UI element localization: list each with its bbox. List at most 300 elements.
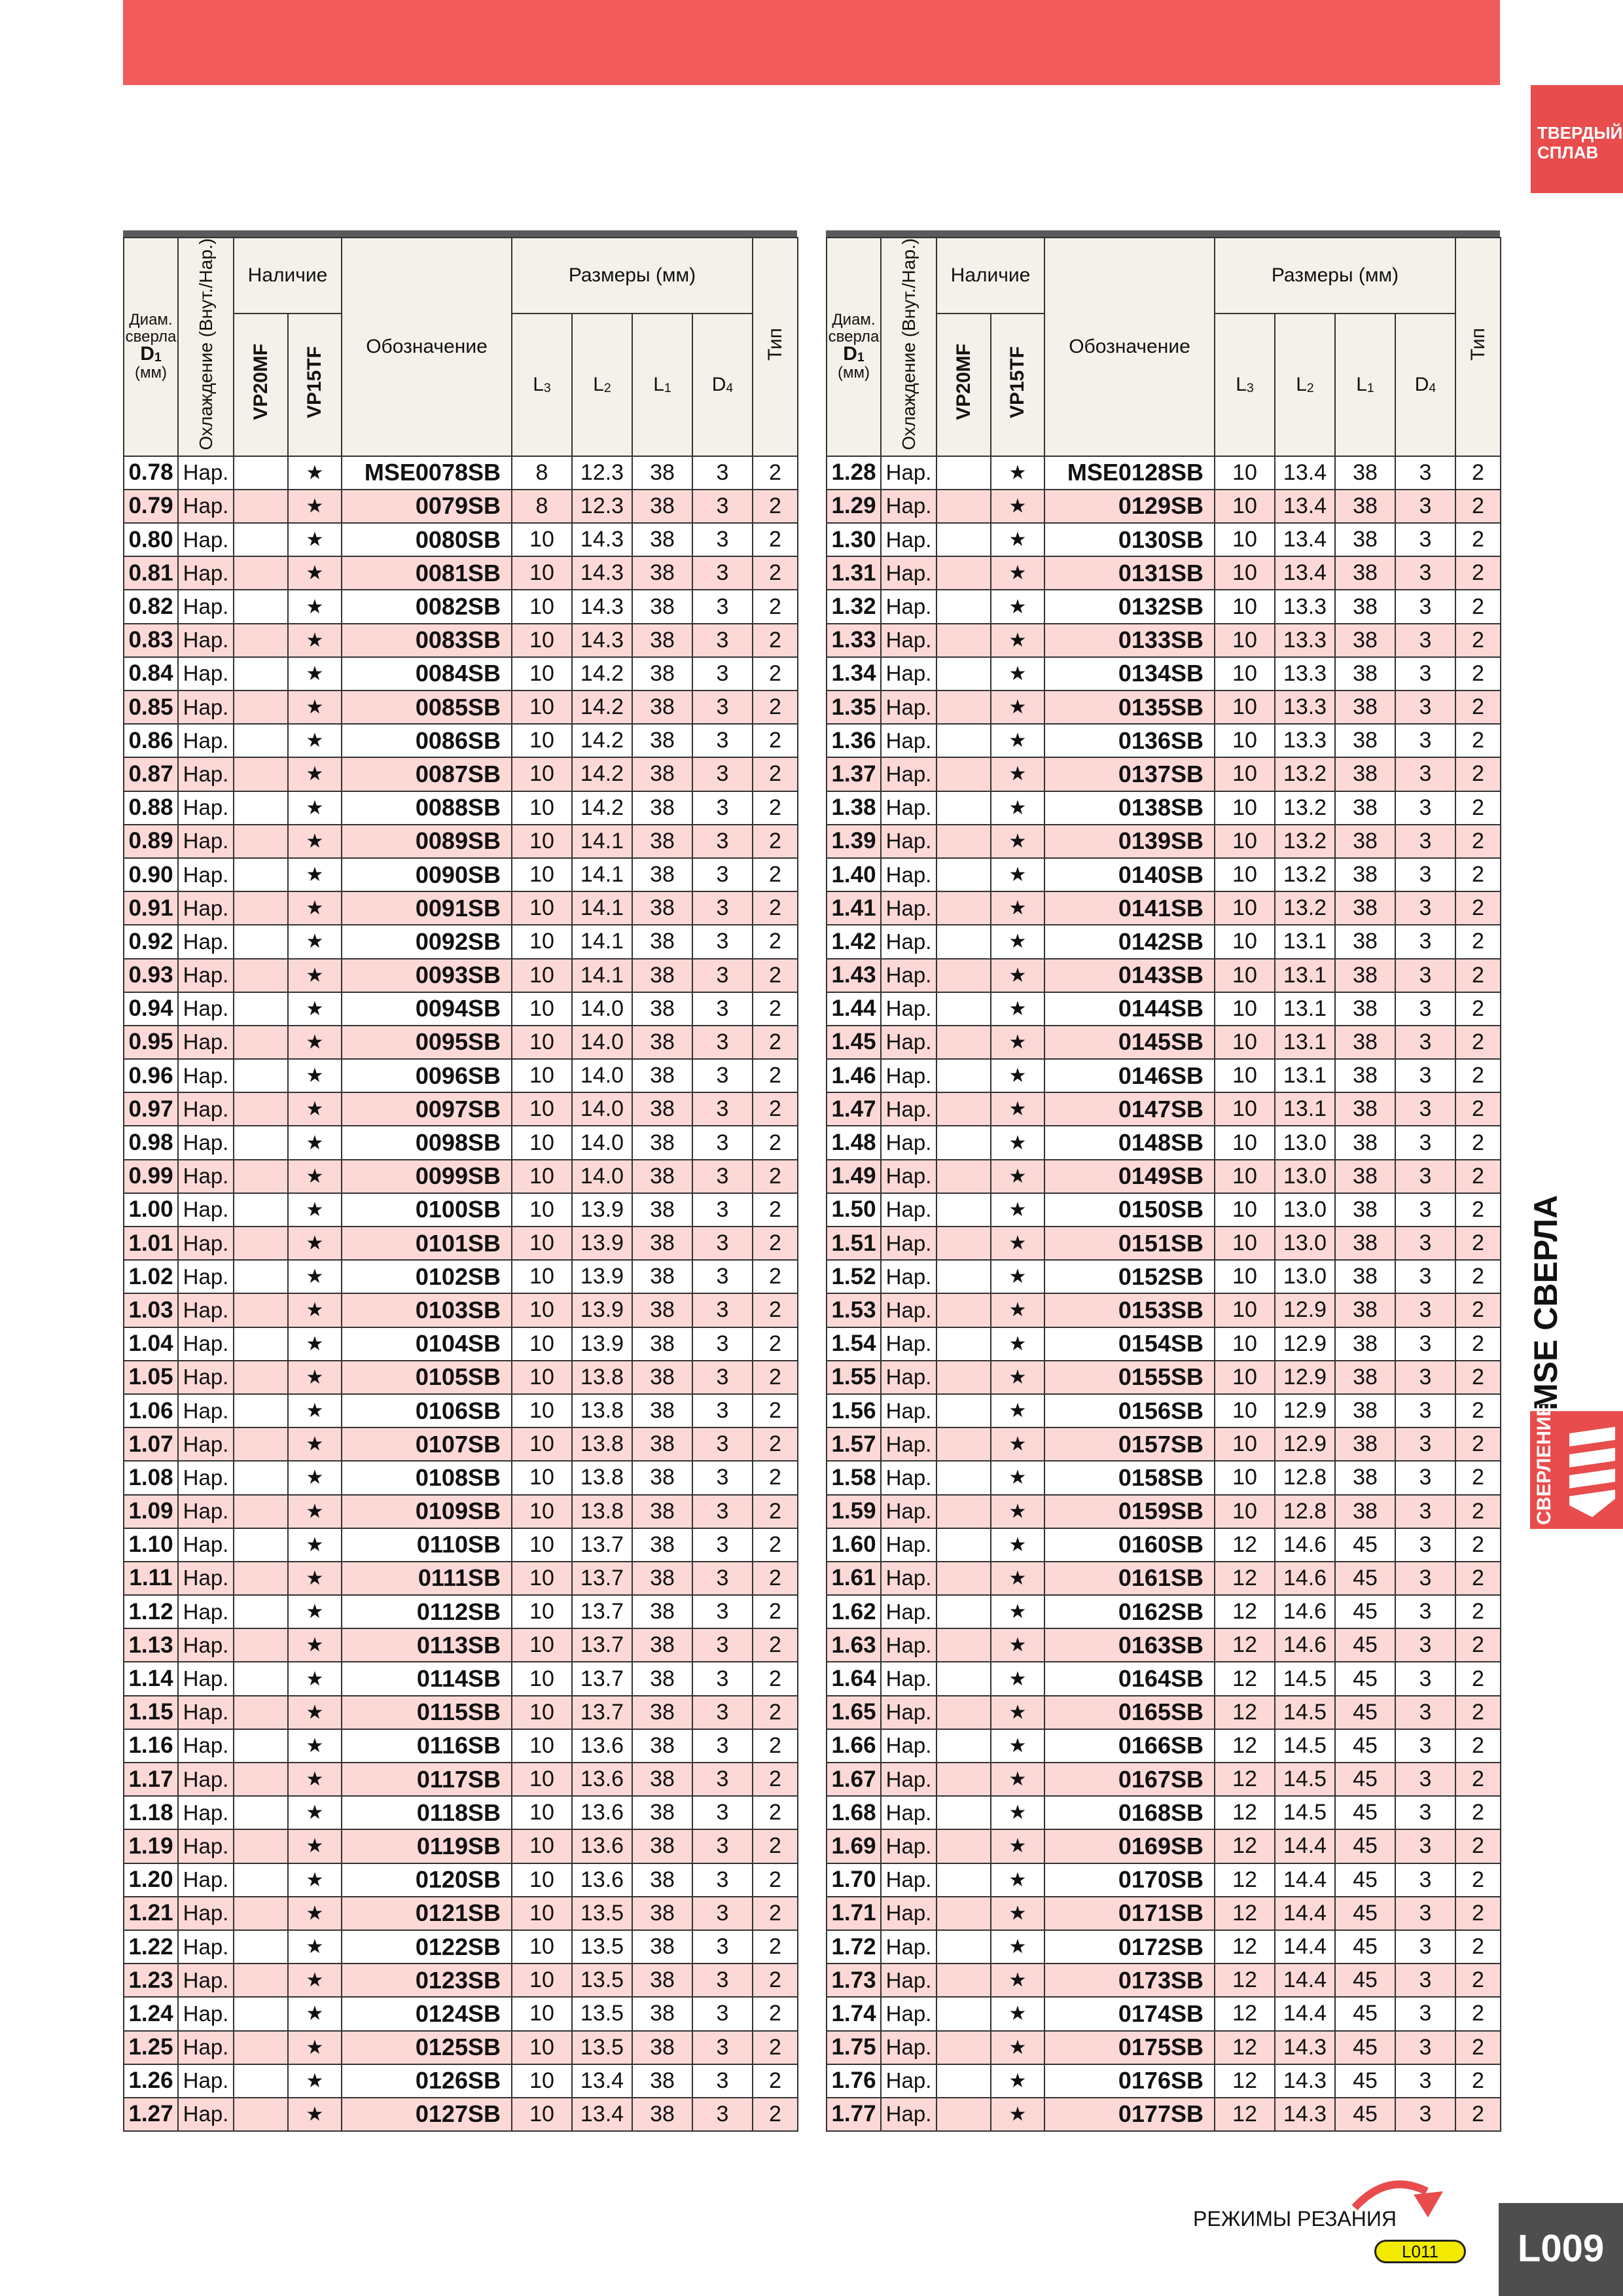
row-l2: 13.6 [572, 1796, 632, 1829]
row-l3: 10 [1215, 1227, 1275, 1260]
row-vp15tf: ★ [991, 1763, 1044, 1796]
row-l1: 38 [632, 1059, 692, 1092]
table-row [827, 1595, 1501, 1628]
row-type: 2 [753, 1528, 798, 1562]
row-designation: 0159SB [1044, 1495, 1215, 1528]
row-l1: 38 [1335, 825, 1395, 858]
row-vp20mf [936, 1528, 991, 1562]
row-l3: 10 [1215, 1327, 1275, 1361]
row-l1: 45 [1335, 1595, 1395, 1628]
row-cooling: Нар. [178, 724, 234, 757]
row-d1: 0.86 [124, 724, 178, 757]
row-l2: 14.3 [1275, 2098, 1335, 2131]
row-d1: 1.35 [827, 691, 881, 724]
row-l3: 10 [1215, 624, 1275, 657]
row-vp15tf: ★ [288, 1562, 342, 1595]
row-d4: 3 [1395, 925, 1455, 958]
row-vp20mf [234, 1427, 288, 1461]
row-l3: 10 [1215, 691, 1275, 724]
row-vp20mf [936, 1628, 991, 1662]
row-vp20mf [234, 1696, 288, 1729]
table-row [124, 1092, 798, 1126]
row-vp15tf: ★ [991, 1193, 1044, 1227]
row-d4: 3 [1395, 590, 1455, 623]
row-type: 2 [753, 791, 798, 825]
table-row [827, 724, 1501, 757]
row-d1: 1.12 [124, 1595, 178, 1628]
row-designation: 0123SB [342, 1964, 512, 1997]
row-l1: 38 [632, 1696, 692, 1729]
row-vp20mf [936, 959, 991, 992]
row-designation: 0176SB [1044, 2064, 1215, 2098]
row-vp20mf [936, 1394, 991, 1427]
row-vp20mf [936, 757, 991, 791]
row-vp15tf: ★ [288, 1964, 342, 1997]
row-l2: 13.4 [1275, 490, 1335, 523]
row-cooling: Нар. [881, 891, 936, 925]
row-vp15tf: ★ [288, 925, 342, 958]
row-cooling: Нар. [881, 1897, 936, 1930]
row-type: 2 [1455, 1863, 1501, 1897]
row-cooling: Нар. [881, 2064, 936, 2098]
row-cooling: Нар. [178, 1595, 234, 1628]
row-l1: 38 [1335, 456, 1395, 490]
row-vp15tf: ★ [991, 858, 1044, 891]
table-row [827, 1662, 1501, 1695]
row-d4: 3 [1395, 1260, 1455, 1293]
row-cooling: Нар. [178, 791, 234, 825]
table-row [124, 1193, 798, 1227]
row-vp15tf: ★ [991, 724, 1044, 757]
row-d4: 3 [692, 1394, 753, 1427]
row-d4: 3 [1395, 1193, 1455, 1227]
row-l1: 38 [632, 1930, 692, 1964]
row-designation: 0086SB [342, 724, 512, 757]
row-type: 2 [1455, 959, 1501, 992]
row-d4: 3 [692, 1126, 753, 1159]
row-type: 2 [753, 1763, 798, 1796]
row-l2: 14.6 [1275, 1528, 1335, 1562]
row-vp15tf: ★ [991, 1327, 1044, 1361]
row-l3: 10 [512, 1361, 572, 1394]
row-vp15tf: ★ [991, 1662, 1044, 1695]
row-l2: 14.6 [1275, 1595, 1335, 1628]
row-designation: 0119SB [342, 1829, 512, 1863]
row-d1: 1.73 [827, 1964, 881, 1997]
row-designation: 0109SB [342, 1495, 512, 1528]
row-l1: 45 [1335, 1829, 1395, 1863]
row-type: 2 [1455, 858, 1501, 891]
row-d4: 3 [692, 1696, 753, 1729]
row-vp15tf: ★ [288, 2031, 342, 2064]
row-l3: 10 [1215, 992, 1275, 1026]
row-d1: 1.47 [827, 1092, 881, 1126]
header-d4: $D_4$ [692, 314, 753, 456]
row-d1: 1.06 [124, 1394, 178, 1427]
row-l3: 10 [1215, 959, 1275, 992]
drilling-label: СВЕРЛЕНИЕ [1533, 1403, 1555, 1525]
row-type: 2 [1455, 1394, 1501, 1427]
table-row [827, 1997, 1501, 2030]
cutting-modes-ref-badge[interactable]: L011 [1374, 2240, 1466, 2263]
row-cooling: Нар. [881, 1092, 936, 1126]
row-vp15tf: ★ [991, 959, 1044, 992]
row-cooling: Нар. [881, 1863, 936, 1897]
row-vp20mf [936, 1160, 991, 1193]
row-l2: 14.0 [572, 1092, 632, 1126]
row-vp20mf [234, 891, 288, 925]
row-designation: 0120SB [342, 1863, 512, 1897]
row-l3: 10 [512, 1528, 572, 1562]
row-type: 2 [753, 657, 798, 691]
row-type: 2 [753, 858, 798, 891]
row-l1: 45 [1335, 1897, 1395, 1930]
row-l2: 14.5 [1275, 1662, 1335, 1695]
row-designation: 0177SB [1044, 2098, 1215, 2131]
row-l1: 38 [1335, 1193, 1395, 1227]
row-d4: 3 [692, 2098, 753, 2131]
row-l3: 12 [1215, 1863, 1275, 1897]
row-cooling: Нар. [178, 1796, 234, 1829]
row-l3: 10 [1215, 1026, 1275, 1059]
row-l2: 13.2 [1275, 891, 1335, 925]
row-vp15tf: ★ [288, 791, 342, 825]
row-d4: 3 [1395, 1628, 1455, 1662]
row-d4: 3 [692, 1897, 753, 1930]
table-row [827, 1394, 1501, 1427]
table-row [827, 2031, 1501, 2064]
row-l1: 38 [632, 1293, 692, 1327]
row-designation: 0098SB [342, 1126, 512, 1159]
row-l1: 38 [632, 1796, 692, 1829]
cutting-modes-link[interactable]: РЕЖИМЫ РЕЗАНИЯ [1193, 2207, 1397, 2231]
row-cooling: Нар. [881, 724, 936, 757]
row-d4: 3 [692, 825, 753, 858]
row-l1: 38 [632, 1628, 692, 1662]
row-l1: 38 [632, 657, 692, 691]
row-l3: 10 [1215, 1394, 1275, 1427]
row-l3: 10 [512, 624, 572, 657]
row-l1: 38 [1335, 1160, 1395, 1193]
row-d1: 1.71 [827, 1897, 881, 1930]
row-vp15tf: ★ [991, 1528, 1044, 1562]
row-l3: 10 [512, 1227, 572, 1260]
row-vp20mf [936, 1026, 991, 1059]
row-vp15tf: ★ [991, 1829, 1044, 1863]
header-d1 [124, 238, 178, 456]
row-type: 2 [753, 2031, 798, 2064]
row-cooling: Нар. [881, 1595, 936, 1628]
row-cooling: Нар. [178, 490, 234, 523]
row-d1: 1.34 [827, 657, 881, 691]
row-l1: 45 [1335, 2064, 1395, 2098]
row-designation: 0115SB [342, 1696, 512, 1729]
row-l1: 38 [632, 456, 692, 490]
row-type: 2 [1455, 1327, 1501, 1361]
row-d4: 3 [1395, 1026, 1455, 1059]
row-d4: 3 [692, 1160, 753, 1193]
row-cooling: Нар. [178, 1662, 234, 1695]
table-row [124, 1662, 798, 1695]
row-designation: 0089SB [342, 825, 512, 858]
row-d4: 3 [1395, 1160, 1455, 1193]
row-designation: 0169SB [1044, 1829, 1215, 1863]
row-d4: 3 [692, 657, 753, 691]
row-cooling: Нар. [178, 1729, 234, 1763]
row-l1: 45 [1335, 1863, 1395, 1897]
row-cooling: Нар. [178, 1427, 234, 1461]
row-d4: 3 [1395, 1696, 1455, 1729]
row-l2: 13.4 [1275, 456, 1335, 490]
row-designation: 0081SB [342, 556, 512, 590]
row-designation: 0141SB [1044, 891, 1215, 925]
row-type: 2 [1455, 1427, 1501, 1461]
row-l3: 10 [512, 523, 572, 556]
row-d4: 3 [692, 1260, 753, 1293]
row-l3: 10 [1215, 858, 1275, 891]
row-type: 2 [753, 1729, 798, 1763]
row-cooling: Нар. [881, 1361, 936, 1394]
row-d1: 1.27 [124, 2098, 178, 2131]
row-cooling: Нар. [881, 1729, 936, 1763]
row-cooling: Нар. [881, 959, 936, 992]
header-vp20mf: VP20MF [936, 314, 991, 456]
row-l2: 13.5 [572, 1897, 632, 1930]
row-l1: 38 [632, 691, 692, 724]
row-d1: 1.23 [124, 1964, 178, 1997]
row-d4: 3 [692, 1662, 753, 1695]
row-designation: 0091SB [342, 891, 512, 925]
row-d1: 1.32 [827, 590, 881, 623]
row-designation: 0156SB [1044, 1394, 1215, 1427]
row-d4: 3 [692, 1427, 753, 1461]
row-vp20mf [234, 1562, 288, 1595]
row-d1: 0.88 [124, 791, 178, 825]
header-type: Тип [753, 238, 798, 456]
row-vp15tf: ★ [288, 1026, 342, 1059]
row-l1: 38 [1335, 556, 1395, 590]
row-l3: 12 [1215, 1595, 1275, 1628]
row-d4: 3 [692, 1461, 753, 1494]
row-designation: 0154SB [1044, 1327, 1215, 1361]
row-cooling: Нар. [881, 1059, 936, 1092]
row-vp15tf: ★ [288, 1930, 342, 1964]
row-designation: 0132SB [1044, 590, 1215, 623]
row-cooling: Нар. [178, 757, 234, 791]
row-l3: 10 [512, 825, 572, 858]
row-type: 2 [1455, 891, 1501, 925]
row-vp20mf [234, 2064, 288, 2098]
row-l2: 14.5 [1275, 1763, 1335, 1796]
row-vp15tf: ★ [991, 992, 1044, 1026]
row-cooling: Нар. [881, 1495, 936, 1528]
table-row [124, 1997, 798, 2030]
row-l3: 10 [512, 858, 572, 891]
row-vp15tf: ★ [288, 1394, 342, 1427]
row-l1: 45 [1335, 1729, 1395, 1763]
row-l1: 38 [1335, 1126, 1395, 1159]
row-d4: 3 [1395, 556, 1455, 590]
row-designation: 0151SB [1044, 1227, 1215, 1260]
curved-arrow-icon [1348, 2172, 1453, 2231]
row-l3: 12 [1215, 1930, 1275, 1964]
row-cooling: Нар. [881, 1327, 936, 1361]
row-vp20mf [936, 1729, 991, 1763]
row-l1: 38 [632, 624, 692, 657]
row-l2: 14.0 [572, 1160, 632, 1193]
row-l2: 13.8 [572, 1461, 632, 1494]
row-d1: 1.48 [827, 1126, 881, 1159]
row-type: 2 [753, 1327, 798, 1361]
row-vp20mf [234, 1160, 288, 1193]
row-l2: 13.7 [572, 1562, 632, 1595]
row-vp15tf: ★ [991, 590, 1044, 623]
row-vp15tf: ★ [288, 1126, 342, 1159]
row-vp20mf [234, 791, 288, 825]
row-d4: 3 [1395, 1662, 1455, 1695]
row-designation: 0160SB [1044, 1528, 1215, 1562]
table-row [827, 2064, 1501, 2098]
row-vp20mf [936, 1461, 991, 1494]
table-row [827, 2098, 1501, 2131]
row-l3: 10 [512, 556, 572, 590]
row-d4: 3 [1395, 791, 1455, 825]
row-vp15tf: ★ [288, 959, 342, 992]
row-l3: 10 [512, 1964, 572, 1997]
row-l1: 38 [632, 2098, 692, 2131]
row-type: 2 [1455, 757, 1501, 791]
header-l2: $L_2$ [572, 314, 632, 456]
row-l1: 38 [632, 825, 692, 858]
row-designation: 0127SB [342, 2098, 512, 2131]
row-vp20mf [234, 657, 288, 691]
row-l3: 10 [1215, 1461, 1275, 1494]
row-vp20mf [234, 1997, 288, 2030]
row-vp20mf [234, 1361, 288, 1394]
table-row [827, 590, 1501, 623]
row-vp15tf: ★ [288, 858, 342, 891]
row-d4: 3 [692, 1193, 753, 1227]
row-vp20mf [936, 1897, 991, 1930]
header-cooling: Охлаждение (Внут./Нар.) [881, 238, 936, 456]
row-cooling: Нар. [178, 1327, 234, 1361]
row-l1: 38 [632, 1026, 692, 1059]
row-l1: 38 [632, 1763, 692, 1796]
row-l1: 38 [1335, 1026, 1395, 1059]
row-l2: 13.1 [1275, 1059, 1335, 1092]
table-row [827, 1763, 1501, 1796]
row-vp20mf [234, 1628, 288, 1662]
row-l2: 14.3 [572, 624, 632, 657]
row-l2: 14.5 [1275, 1796, 1335, 1829]
row-d4: 3 [692, 556, 753, 590]
row-l2: 13.5 [572, 1964, 632, 1997]
row-l2: 14.2 [572, 791, 632, 825]
row-l1: 45 [1335, 1562, 1395, 1595]
row-l2: 14.0 [572, 1059, 632, 1092]
table-row [827, 1092, 1501, 1126]
row-vp20mf [936, 590, 991, 623]
row-d4: 3 [1395, 1427, 1455, 1461]
row-cooling: Нар. [881, 490, 936, 523]
row-vp20mf [936, 1227, 991, 1260]
row-vp20mf [936, 556, 991, 590]
row-d1: 1.36 [827, 724, 881, 757]
row-designation: 0114SB [342, 1662, 512, 1695]
header-dimensions: Размеры (мм) [1215, 238, 1455, 314]
row-designation: 0145SB [1044, 1026, 1215, 1059]
row-type: 2 [1455, 1293, 1501, 1327]
row-type: 2 [1455, 1160, 1501, 1193]
table-row [827, 1059, 1501, 1092]
row-d1: 1.60 [827, 1528, 881, 1562]
row-l2: 13.2 [1275, 825, 1335, 858]
row-type: 2 [1455, 2064, 1501, 2098]
row-type: 2 [1455, 456, 1501, 490]
row-d4: 3 [692, 1997, 753, 2030]
row-d4: 3 [692, 1829, 753, 1863]
table-row [827, 523, 1501, 556]
row-type: 2 [1455, 1964, 1501, 1997]
row-l1: 45 [1335, 2031, 1395, 2064]
row-vp15tf: ★ [991, 1361, 1044, 1394]
row-l1: 38 [1335, 490, 1395, 523]
row-d4: 3 [1395, 2031, 1455, 2064]
row-d4: 3 [692, 858, 753, 891]
row-cooling: Нар. [178, 1126, 234, 1159]
row-vp15tf: ★ [991, 791, 1044, 825]
row-type: 2 [753, 1193, 798, 1227]
row-vp15tf: ★ [991, 1595, 1044, 1628]
row-type: 2 [1455, 1126, 1501, 1159]
row-vp20mf [936, 1829, 991, 1863]
row-cooling: Нар. [881, 1193, 936, 1227]
row-vp20mf [936, 1763, 991, 1796]
row-vp15tf: ★ [991, 657, 1044, 691]
row-l1: 38 [1335, 1260, 1395, 1293]
row-vp15tf: ★ [288, 1092, 342, 1126]
row-l3: 10 [1215, 724, 1275, 757]
row-l2: 12.9 [1275, 1427, 1335, 1461]
row-l2: 14.0 [572, 1026, 632, 1059]
row-vp20mf [234, 1964, 288, 1997]
row-cooling: Нар. [881, 624, 936, 657]
row-l3: 10 [512, 1193, 572, 1227]
row-designation: 0095SB [342, 1026, 512, 1059]
row-d4: 3 [692, 959, 753, 992]
row-cooling: Нар. [178, 891, 234, 925]
row-type: 2 [1455, 1696, 1501, 1729]
row-designation: 0144SB [1044, 992, 1215, 1026]
row-cooling: Нар. [178, 1863, 234, 1897]
table-row [827, 1193, 1501, 1227]
table-row [124, 1829, 798, 1863]
row-d1: 0.83 [124, 624, 178, 657]
row-vp20mf [936, 2064, 991, 2098]
row-type: 2 [1455, 1092, 1501, 1126]
row-l2: 14.2 [572, 724, 632, 757]
row-l1: 38 [632, 1126, 692, 1159]
row-l1: 38 [632, 1461, 692, 1494]
table-row [124, 490, 798, 523]
row-vp20mf [936, 657, 991, 691]
row-cooling: Нар. [178, 1394, 234, 1427]
row-vp20mf [936, 1662, 991, 1695]
row-d1: 1.68 [827, 1796, 881, 1829]
row-l3: 10 [1215, 1427, 1275, 1461]
row-vp15tf: ★ [991, 1997, 1044, 2030]
header-d1-symbol: $D_1$ [843, 343, 865, 365]
